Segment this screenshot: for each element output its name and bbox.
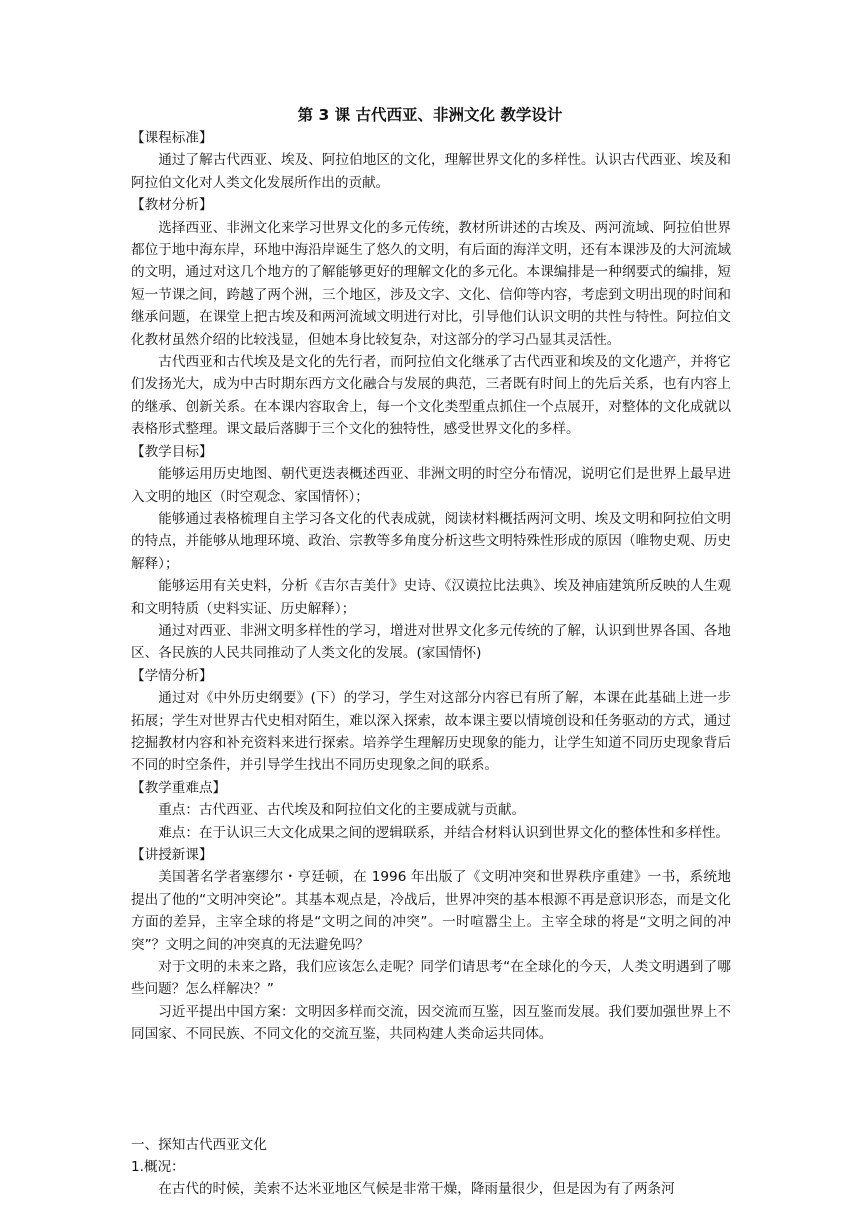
paragraph: 能够运用有关史料，分析《吉尔吉美什》史诗、《汉谟拉比法典》、埃及神庙建筑所反映的人生观和文明特质（史料实证、历史解释）； <box>131 578 731 617</box>
subsection-heading-overview: 1.概况： <box>131 1159 185 1176</box>
section-heading-student-analysis: 【学情分析】 <box>131 667 213 684</box>
section-heading-textbook-analysis: 【教材分析】 <box>131 197 213 214</box>
paragraph: 古代西亚和古代埃及是文化的先行者，而阿拉伯文化继承了古代西亚和埃及的文化遗产，并将它们发扬光大，成为中古时期东西方文化融合与发展的典范，三者既有时间上的先后关系，也有内容上的继承、创新关系。在本课内容取舍上，每一个文化类型重点抓住一个点展开，对整体的文化成就以表格形式整理。课文最后落脚于三个文化的独特性，感受世界文化的多样。 <box>131 354 731 438</box>
section-heading-new-lesson: 【讲授新课】 <box>131 847 213 863</box>
paragraph: 通过对《中外历史纲要》(下）的学习，学生对这部分内容已有所了解，本课在此基础上进一步拓展；学生对世界古代史相对陌生，难以深入探索，故本课主要以情境创设和任务驱动的方式，通过挖掘教材内容和补充资料来进行探索。培养学生理解历史现象的能力，让学生知道不同历史现象背后不同的时空条件，并引导学生找出不同历史现象之间的联系。 <box>131 690 731 774</box>
blank-gap <box>131 1046 731 1134</box>
section-heading-west-asia: 一、探知古代西亚文化 <box>131 1136 267 1153</box>
paragraph: 能够运用历史地图、朝代更迭表概述西亚、非洲文明的时空分布情况，说明它们是世界上最早进入文明的地区（时空观念、家国情怀）； <box>131 466 731 505</box>
paragraph: 难点：在于认识三大文化成果之间的逻辑联系，并结合材料认识到世界文化的整体性和多样性。 <box>158 824 730 841</box>
section-heading-key-points: 【教学重难点】 <box>131 779 227 796</box>
paragraph: 通过对西亚、非洲文明多样性的学习，增进对世界文化多元传统的了解，认识到世界各国、各地区、各民族的人民共同推动了人类文化的发展。(家国情怀) <box>131 622 731 662</box>
paragraph: 美国著名学者塞缪尔・亨廷顿，在 1996 年出版了《文明冲突和世界秩序重建》一书，系统地提出了他的“文明冲突论”。其基本观点是，冷战后，世界冲突的基本根源不再是意识形态，而是文化方面的差异，主宰全球的将是“文明之间的冲突”。一时喧嚣尘上。主宰全球的将是“文明之间的冲突”？文明之间的冲突真的无法避免吗？ <box>131 869 731 953</box>
document-body <box>131 127 731 1201</box>
paragraph: 通过了解古代西亚、埃及、阿拉伯地区的文化，理解世界文化的多样性。认识古代西亚、埃及和阿拉伯文化对人类文化发展所作出的贡献。 <box>131 152 731 191</box>
section-heading-curriculum-standard: 【课程标准】 <box>131 130 213 146</box>
paragraph: 对于文明的未来之路，我们应该怎么走呢？同学们请思考“在全球化的今天，人类文明遇到了哪些问题？怎么样解决？” <box>131 959 731 998</box>
paragraph: 能够通过表格梳理自主学习各文化的代表成就，阅读材料概括两河文明、埃及文明和阿拉伯文明的特点，并能够从地理环境、政治、宗教等多角度分析这些文明特殊性形成的原因（唯物史观、历史解释）； <box>131 510 731 572</box>
paragraph: 重点：古代西亚、古代埃及和阿拉伯文化的主要成就与贡献。 <box>158 802 526 819</box>
paragraph: 习近平提出中国方案：文明因多样而交流，因交流而互鉴，因互鉴而发展。我们要加强世界上不同国家、不同民族、不同文化的交流互鉴，共同构建人类命运共同体。 <box>131 1003 731 1043</box>
paragraph: 选择西亚、非洲文化来学习世界文化的多元传统，教材所讲述的古埃及、两河流域、阿拉伯世界都位于地中海东岸，环地中海沿岸诞生了悠久的文明，有后面的海洋文明，还有本课涉及的大河流域的文明，通过对这几个地方的了解能够更好的理解文化的多元化。本课编排是一种纲要式的编排，短短一节课之间，跨越了两个洲，三个地区，涉及文字、文化、信仰等内容，考虑到文明出现的时间和继承问题，在课堂上把古埃及和两河流域文明进行对比，引导他们认识文明的共性与特性。阿拉伯文化教材虽然介绍的比较浅显，但她本身比较复杂，对这部分的学习凸显其灵活性。 <box>131 219 731 348</box>
section-heading-teaching-goals: 【教学目标】 <box>131 443 213 460</box>
document-title: 第 3 课 古代西亚、非洲文化 教学设计 <box>297 106 563 124</box>
paragraph: 在古代的时候，美索不达米亚地区气候是非常干燥，降雨量很少，但是因为有了两条河 <box>158 1181 675 1198</box>
